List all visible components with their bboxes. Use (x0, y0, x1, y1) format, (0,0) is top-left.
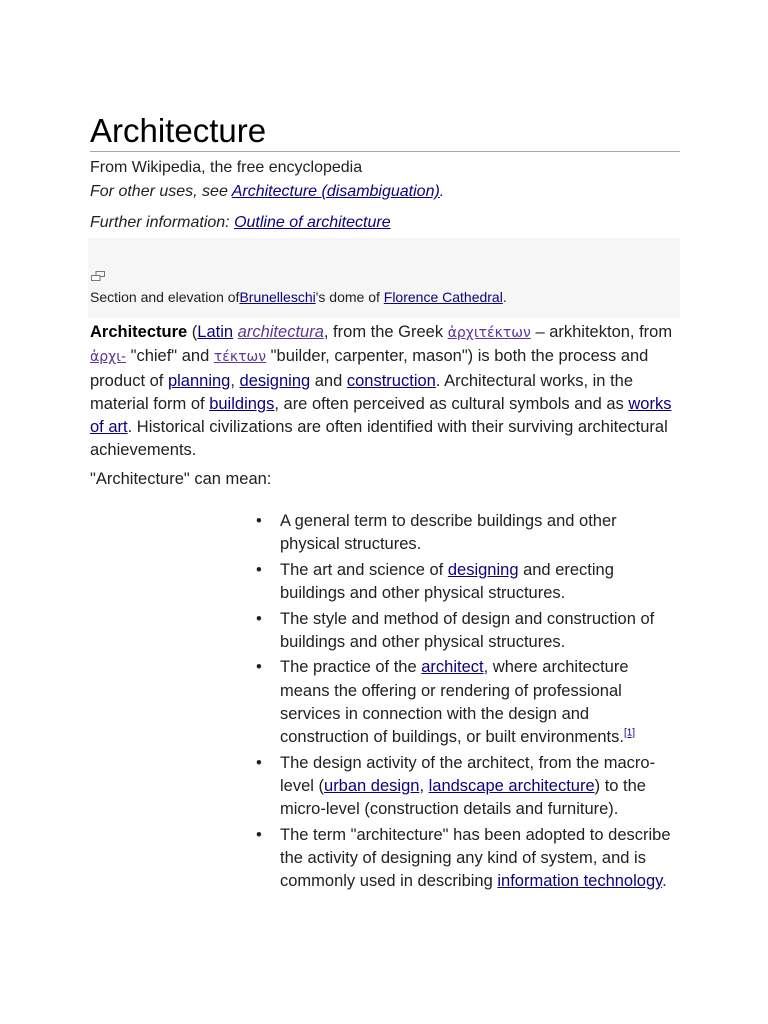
list-item (256, 656, 680, 749)
lead-text: , from the Greek (323, 323, 448, 341)
lead-term: Architecture (90, 323, 188, 341)
link-greek-arkhitekton[interactable]: ἀρχιτέκτων (447, 325, 531, 341)
list-item-text: The style and method of design and construction of buildings and other physical structures. (280, 609, 655, 651)
caption-text: 's dome of (315, 289, 384, 305)
definitions-list (256, 510, 680, 896)
bullet: • (256, 825, 262, 844)
hatnote-text: Further information: (90, 214, 235, 231)
list-item-text: The art and science of (280, 560, 448, 579)
lead-text: "builder, carpenter, mason") is both the process and product of (90, 347, 649, 390)
lead-text: and (310, 371, 347, 390)
bullet: • (256, 658, 262, 677)
link-greek-tekton[interactable]: τέκτων (213, 349, 267, 366)
bullet: • (256, 609, 262, 628)
figure-box (88, 238, 680, 318)
bullet: • (256, 560, 262, 579)
list-item (256, 608, 680, 655)
image-placeholder-icon[interactable] (91, 271, 105, 281)
link-outline-of-architecture[interactable]: Outline of architecture (234, 214, 391, 231)
list-item-text: A general term to describe buildings and other physical structures. (280, 512, 617, 554)
caption-text: Section and elevation of (90, 289, 240, 305)
list-item (256, 510, 680, 557)
hatnote-other-uses (90, 182, 444, 201)
link-construction[interactable]: construction (346, 371, 436, 390)
link-landscape-architecture[interactable]: landscape architecture (428, 777, 595, 796)
lead-text: . Architectural works, in the material form of (90, 371, 634, 413)
list-item-text: , (419, 777, 429, 796)
link-information-technology[interactable]: information technology (497, 872, 663, 891)
link-designing-2[interactable]: designing (447, 560, 519, 579)
link-architectura[interactable] (238, 323, 324, 341)
link-designing[interactable]: designing (239, 371, 311, 390)
link-disambiguation[interactable]: Architecture (disambiguation) (231, 183, 440, 200)
caption-text: . (502, 289, 507, 305)
hatnote-suffix: . (439, 183, 445, 200)
lead-text: – arkhitekton, from (530, 323, 673, 341)
link-florence-cathedral[interactable]: Florence Cathedral (383, 289, 503, 305)
list-item-text: . (662, 872, 667, 891)
list-item-text: The term "architecture" has been adopted to describe the activity of designing any kind of system, and is commonly used in describing (280, 825, 671, 891)
list-item-text: and erecting buildings and other physical structures. (280, 560, 614, 603)
list-item-text: The design activity of the architect, from the macro-level ( (280, 753, 656, 796)
lead-paragraph (90, 321, 680, 463)
link-works-of-art[interactable]: works of art (90, 394, 672, 437)
list-item (256, 752, 680, 822)
page-title: Architecture (90, 112, 680, 152)
link-brunelleschi[interactable]: Brunelleschi (239, 289, 316, 305)
link-greek-arkhi[interactable]: ἀρχι- (90, 349, 126, 366)
bullet: • (256, 512, 262, 530)
lead-text: "chief" and (126, 347, 214, 366)
list-item (256, 824, 680, 894)
can-mean-paragraph: "Architecture" can mean: (90, 470, 272, 488)
list-item (256, 559, 680, 606)
link-buildings[interactable]: buildings (209, 394, 275, 413)
figure-caption (90, 289, 507, 306)
hatnote-further-info (90, 213, 391, 232)
link-urban-design[interactable]: urban design (324, 777, 420, 796)
bullet: • (256, 753, 262, 772)
lead-text: , are often perceived as cultural symbols and as (274, 394, 629, 413)
link-architect[interactable]: architect (421, 658, 484, 677)
list-item-text: The practice of the (280, 658, 422, 677)
link-architectura-text: architectura (237, 323, 324, 341)
lead-text: . Historical civilizations are often identified with their surviving architectural achievements. (90, 418, 668, 460)
hatnote-text: For other uses, see (90, 183, 232, 200)
link-planning[interactable]: planning (167, 371, 231, 390)
reference-link[interactable]: [1] (623, 727, 636, 739)
list-item-text: ) to the micro-level (construction details and furniture). (280, 777, 646, 819)
list-item-text: , where architecture means the offering or rendering of professional services in connection with the design and construction of buildings, or built environments. (280, 658, 629, 747)
lead-text: , (230, 371, 240, 390)
site-tagline: From Wikipedia, the free encyclopedia (90, 159, 363, 176)
link-latin[interactable]: Latin (197, 323, 234, 341)
lead-text: ( (187, 323, 198, 341)
